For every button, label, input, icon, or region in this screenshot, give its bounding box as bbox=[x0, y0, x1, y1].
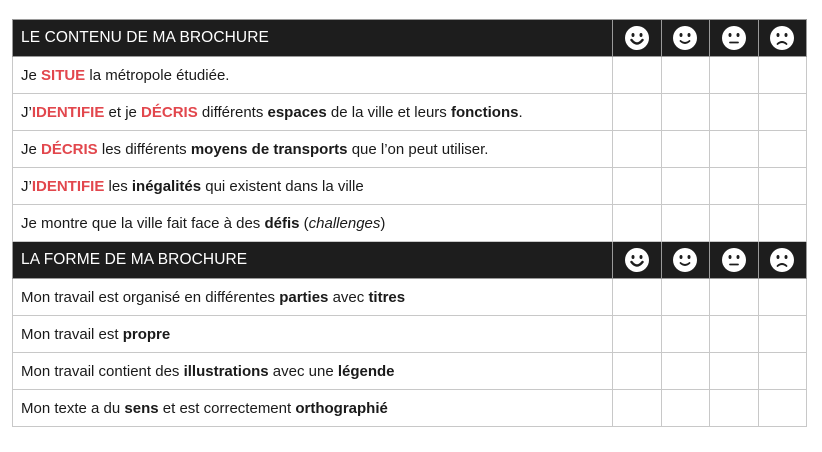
criterion-fragment: les différents bbox=[97, 140, 191, 158]
section-header bbox=[13, 20, 807, 57]
action-verb: IDENTIFIE bbox=[31, 177, 105, 195]
smile-face-icon bbox=[661, 242, 710, 279]
criterion-fragment: qui existent dans la ville bbox=[201, 177, 364, 195]
rating-cell[interactable] bbox=[613, 390, 662, 427]
key-term: parties bbox=[279, 288, 329, 306]
smile-face-icon bbox=[661, 20, 710, 57]
section-header bbox=[13, 242, 807, 279]
rating-cell[interactable] bbox=[710, 279, 759, 316]
criterion-row bbox=[13, 316, 807, 353]
rating-cell[interactable] bbox=[613, 205, 662, 242]
criterion-fragment: de la ville et leurs bbox=[326, 103, 451, 121]
criterion-row bbox=[13, 205, 807, 242]
action-verb: IDENTIFIE bbox=[31, 103, 105, 121]
rating-cell[interactable] bbox=[661, 131, 710, 168]
rating-cell[interactable] bbox=[758, 353, 807, 390]
criterion-text bbox=[13, 353, 613, 390]
criterion-fragment: la métropole étudiée. bbox=[85, 66, 230, 84]
rating-cell[interactable] bbox=[613, 94, 662, 131]
key-term: propre bbox=[122, 325, 171, 343]
rating-cell[interactable] bbox=[613, 353, 662, 390]
sad-face-icon bbox=[758, 20, 807, 57]
rating-cell[interactable] bbox=[710, 94, 759, 131]
rating-cell[interactable] bbox=[710, 131, 759, 168]
rating-cell[interactable] bbox=[758, 94, 807, 131]
rating-cell[interactable] bbox=[613, 57, 662, 94]
criterion-fragment: Je bbox=[21, 140, 42, 158]
criterion-fragment: avec bbox=[328, 288, 369, 306]
key-term: espaces bbox=[267, 103, 327, 121]
rating-cell[interactable] bbox=[661, 168, 710, 205]
neutral-face-icon bbox=[710, 242, 759, 279]
rating-cell[interactable] bbox=[758, 57, 807, 94]
rating-cell[interactable] bbox=[661, 57, 710, 94]
criterion-row bbox=[13, 353, 807, 390]
rating-cell[interactable] bbox=[710, 57, 759, 94]
criterion-text bbox=[13, 390, 613, 427]
criterion-fragment: ) bbox=[380, 214, 386, 232]
criterion-row bbox=[13, 168, 807, 205]
key-term: défis bbox=[264, 214, 300, 232]
section-title: LA FORME DE MA BROCHURE bbox=[13, 242, 613, 279]
rating-cell[interactable] bbox=[661, 316, 710, 353]
rating-cell[interactable] bbox=[710, 168, 759, 205]
criterion-fragment: Mon travail est bbox=[21, 325, 123, 343]
criterion-row bbox=[13, 390, 807, 427]
rating-cell[interactable] bbox=[613, 131, 662, 168]
big-smile-face-icon bbox=[613, 20, 662, 57]
criterion-fragment: J’ bbox=[21, 177, 32, 195]
key-term: inégalités bbox=[131, 177, 202, 195]
criterion-row bbox=[13, 94, 807, 131]
criterion-fragment: que l’on peut utiliser. bbox=[347, 140, 489, 158]
grid-body bbox=[13, 20, 807, 427]
rating-cell[interactable] bbox=[758, 316, 807, 353]
rating-cell[interactable] bbox=[613, 316, 662, 353]
criterion-text bbox=[13, 94, 613, 131]
rating-cell[interactable] bbox=[710, 353, 759, 390]
key-term: fonctions bbox=[450, 103, 519, 121]
italic-term: challenges bbox=[308, 214, 381, 232]
action-verb: SITUE bbox=[41, 66, 86, 84]
key-term: illustrations bbox=[183, 362, 269, 380]
rating-cell[interactable] bbox=[758, 279, 807, 316]
rating-cell[interactable] bbox=[613, 279, 662, 316]
rating-cell[interactable] bbox=[613, 168, 662, 205]
key-term: titres bbox=[368, 288, 406, 306]
criterion-fragment: . bbox=[518, 103, 523, 121]
rating-cell[interactable] bbox=[710, 205, 759, 242]
action-verb: DÉCRIS bbox=[41, 140, 98, 158]
criterion-fragment: et je bbox=[104, 103, 142, 121]
criterion-fragment: avec une bbox=[268, 362, 338, 380]
criterion-fragment: Je bbox=[21, 66, 42, 84]
criterion-fragment: ( bbox=[299, 214, 309, 232]
key-term: légende bbox=[337, 362, 395, 380]
rating-cell[interactable] bbox=[661, 390, 710, 427]
criterion-text bbox=[13, 131, 613, 168]
criterion-text bbox=[13, 205, 613, 242]
criterion-row bbox=[13, 279, 807, 316]
criterion-fragment: J’ bbox=[21, 103, 32, 121]
key-term: orthographié bbox=[295, 399, 388, 417]
rating-cell[interactable] bbox=[661, 279, 710, 316]
criterion-fragment: Je montre que la ville fait face à des bbox=[21, 214, 265, 232]
key-term: sens bbox=[124, 399, 159, 417]
criterion-fragment: Mon travail est organisé en différentes bbox=[21, 288, 280, 306]
criterion-row bbox=[13, 57, 807, 94]
neutral-face-icon bbox=[710, 20, 759, 57]
criterion-row bbox=[13, 131, 807, 168]
action-verb: DÉCRIS bbox=[141, 103, 198, 121]
criterion-fragment: les bbox=[104, 177, 132, 195]
rating-cell[interactable] bbox=[710, 390, 759, 427]
criterion-fragment: Mon texte a du bbox=[21, 399, 125, 417]
rating-cell[interactable] bbox=[758, 390, 807, 427]
rating-cell[interactable] bbox=[758, 205, 807, 242]
self-evaluation-grid bbox=[12, 19, 807, 427]
criterion-text bbox=[13, 57, 613, 94]
rating-cell[interactable] bbox=[758, 131, 807, 168]
rating-cell[interactable] bbox=[661, 205, 710, 242]
criterion-fragment: différents bbox=[197, 103, 268, 121]
section-title: LE CONTENU DE MA BROCHURE bbox=[13, 20, 613, 57]
criterion-text bbox=[13, 279, 613, 316]
criterion-text bbox=[13, 316, 613, 353]
big-smile-face-icon bbox=[613, 242, 662, 279]
rating-cell[interactable] bbox=[661, 94, 710, 131]
criterion-fragment: Mon travail contient des bbox=[21, 362, 184, 380]
rating-cell[interactable] bbox=[661, 353, 710, 390]
criterion-fragment: et est correctement bbox=[158, 399, 296, 417]
sad-face-icon bbox=[758, 242, 807, 279]
rating-cell[interactable] bbox=[758, 168, 807, 205]
key-term: moyens de transports bbox=[190, 140, 348, 158]
criterion-text bbox=[13, 168, 613, 205]
rating-cell[interactable] bbox=[710, 316, 759, 353]
